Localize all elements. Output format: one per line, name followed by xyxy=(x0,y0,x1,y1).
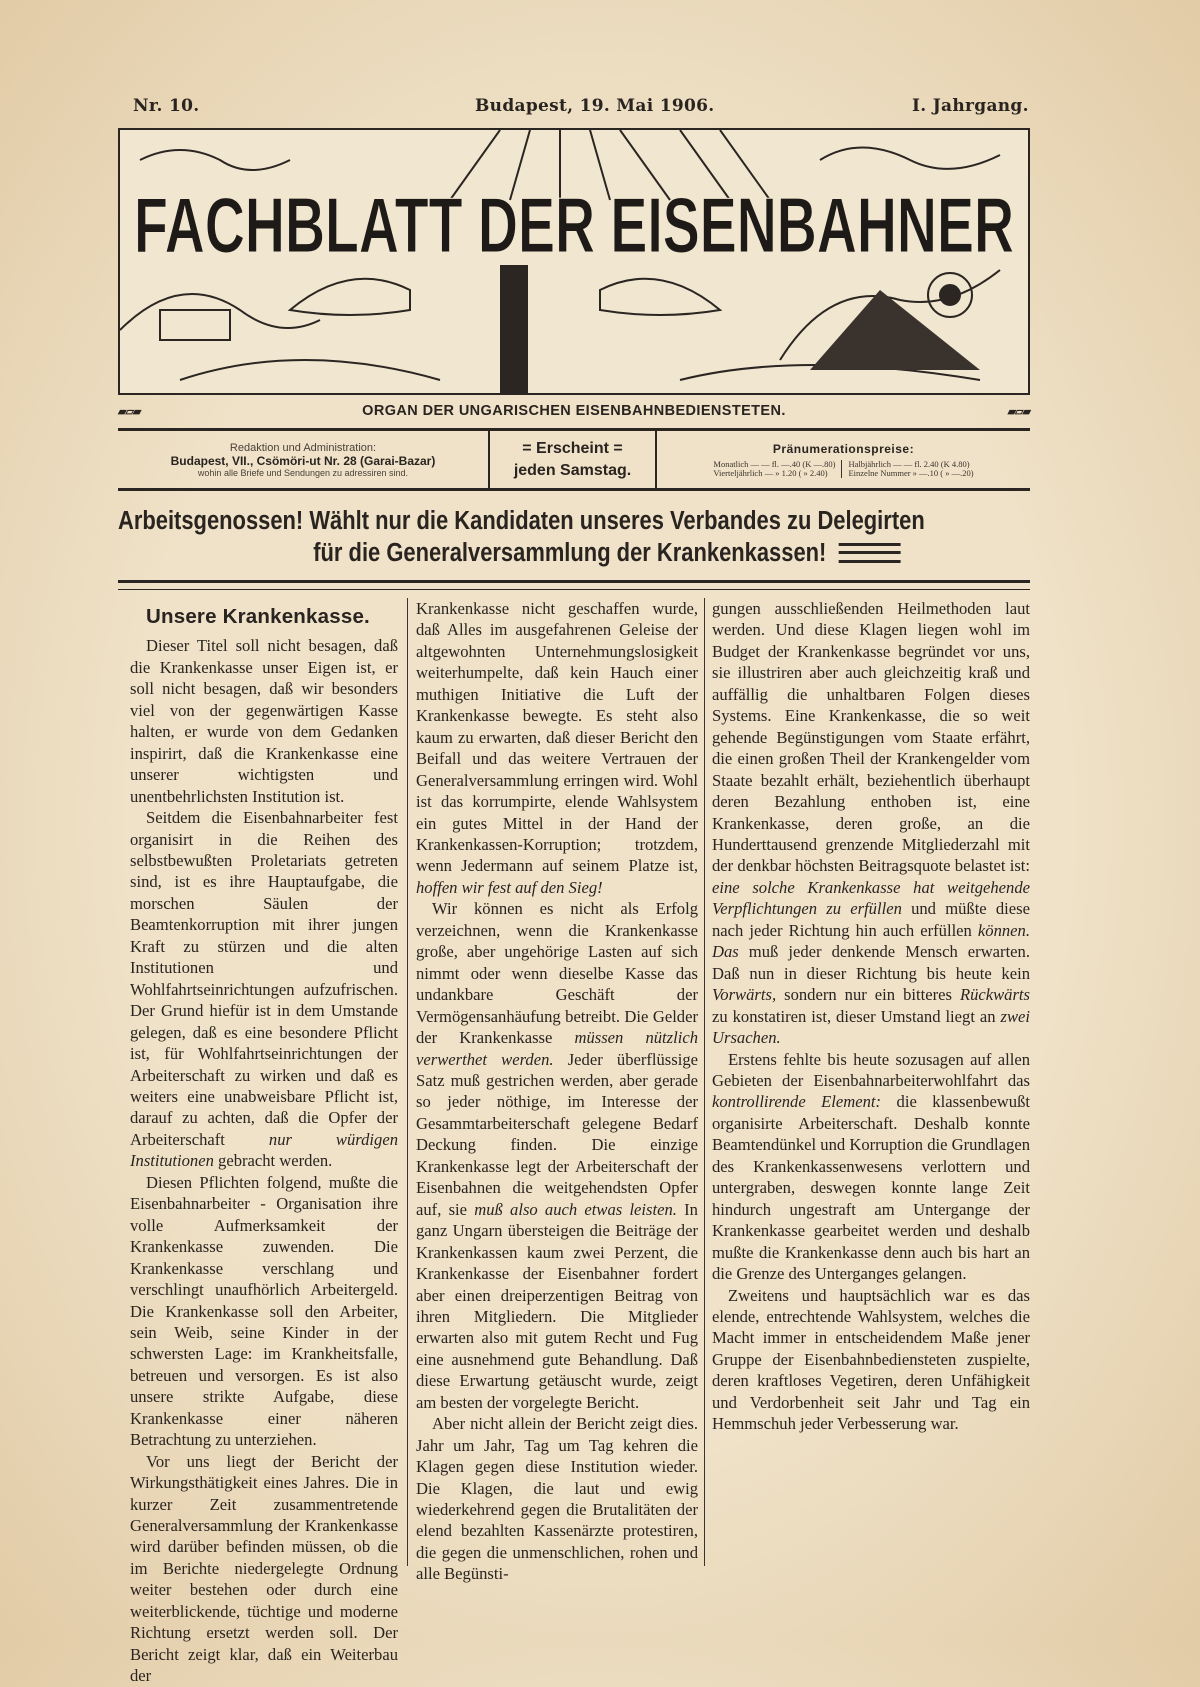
text-run: Wir können es nicht als Erfolg verzeichnen, wenn die Krankenkasse große, aber ungehörige Lasten auf sich nimmt oder wenn dieselbe Kasse das undankbare Geschäft der Vermögensanhäufung betreibt. Die Gelder der Krankenkasse xyxy=(416,899,698,1048)
issue-volume: I. Jahrgang. xyxy=(912,96,1029,116)
headline-line-2: für die Generalversammlung der Krankenkassen! xyxy=(313,539,827,567)
double-rule xyxy=(118,580,1030,590)
headline xyxy=(118,505,1030,569)
article-paragraph xyxy=(416,898,698,1413)
emphasis-text: müssen nützlich verwerthet werden. xyxy=(416,1028,698,1069)
redaktion-label: Redaktion und Administration: xyxy=(229,441,377,454)
article-paragraph xyxy=(130,1451,398,1687)
article-column-3 xyxy=(712,598,1030,1435)
ornament-icon: ▰▱▰ xyxy=(118,405,141,418)
emphasis-text: zwei Ursachen. xyxy=(712,1006,1030,1048)
text-run: und müßte diese nach jeder Richtung hin auch erfüllen xyxy=(712,899,1030,940)
info-box xyxy=(118,428,1030,491)
text-run: Krankenkasse nicht geschaffen wurde, daß Alles im ausgefahrenen Geleise der altgewohnten Unternehmungslosigkeit weiterhumpelte, daß kein Hauch einer muthigen Initiative die Luft der Krankenkasse bewegte. Es steht also kaum zu erwarten, daß dieser Bericht den Beifall und das weitere Vertrauen der Generalversammlung erringen wird. Wohl ist das korrumpirte, elende Wahlsystem ein gutes Mittel in der Hand der Krankenkassen-Korruption; trotzdem, wenn Jedermann auf seinem Platze ist, xyxy=(416,599,698,876)
emphasis-text: muß also auch etwas leisten. xyxy=(474,1199,677,1219)
text-run: zu konstatiren ist, dieser Umstand liegt an xyxy=(712,1006,1001,1026)
issue-date: Budapest, 19. Mai 1906. xyxy=(475,96,715,116)
article-column-2 xyxy=(416,598,698,1585)
article-title: Unsere Krankenkasse. xyxy=(146,605,370,628)
organ-line xyxy=(118,400,1030,422)
column-divider xyxy=(704,598,705,1566)
price-monthly: Monatlich — — fl. —.40 (K —.80) xyxy=(713,458,836,469)
text-run: muß jeder denkende Mensch erwarten. Daß nun in dieser Richtung bis heute kein xyxy=(712,942,1030,983)
ornament-icon: ▰▱▰ xyxy=(1007,405,1030,418)
subscription-prices xyxy=(657,431,1030,488)
article-paragraph xyxy=(712,1049,1030,1285)
erscheint-label: = Erscheint = xyxy=(522,439,623,457)
article-paragraph xyxy=(712,1285,1030,1435)
text-run: Dieser Titel soll nicht besagen, daß die Krankenkasse unser Eigen ist, er soll nicht besagen, daß wir besonders viel von der gegenwärtigen Kasse halten, er wurde von dem Gedanken inspirirt, daß die Krankenkasse eine unserer wichtigsten und unentbehrlichsten Institution ist. xyxy=(130,636,398,806)
article-column-1 xyxy=(130,598,398,1687)
text-run: Jeder überflüssige Satz muß gestrichen werden, aber gerade so jeder nöthige, im Interesse der Gesammtarbeiterschaft gelegene Bedarf Deckung finden. Die einzige Krankenkasse legt der Arbeiterschaft der Eisenbahnen die weitgehendsten Opfer auf, sie xyxy=(416,1049,698,1219)
emphasis-text: Vorwärts, xyxy=(712,985,777,1005)
price-quarterly: Vierteljährlich — » 1.20 ( » 2.40) xyxy=(713,467,828,478)
article-paragraph xyxy=(130,635,398,807)
issue-number: Nr. 10. xyxy=(133,96,200,116)
redaktion-note: wohin alle Briefe und Sendungen zu adressiren sind. xyxy=(197,467,409,478)
text-run: Erstens fehlte bis heute sozusagen auf allen Gebieten der Eisenbahnarbeiterwohlfahrt das xyxy=(712,1049,1030,1090)
masthead-illustration xyxy=(118,128,1030,395)
text-run: Seitdem die Eisenbahnarbeiter fest organisirt in die Reihen des selbstbewußten Proletariats getreten sind, ist es ihre Hauptaufgabe, die morschen Säulen der Beamtenkorruption mit ihrer jungen Kraft zu stürzen und die alten Institutionen und Wohlfahrtseinrichtungen aufzufrischen. Der Grund hiefür ist in dem Umstande gelegen, daß es eine besondere Pflicht ist, für Wohlfahrtseinrichtungen der Arbeiterschaft zu wirken und daß es weiters eine unabweisbare Pflicht ist, darauf zu achten, daß die Opfer der Arbeiterschaft xyxy=(130,808,398,1149)
erscheint-value: jeden Samstag. xyxy=(513,461,632,479)
text-run: die klassenbewußt organisirte Arbeiterschaft. Deshalb konnte Beamtendünkel und Korruption die Grundlagen des Krankenkassenwesens verlottern und untergraben, deswegen konnte lange Zeit hindurch ungestraft am Untergange der Krankenkasse gearbeitet werden und deshalb mußte die Krankenkasse denn auch bis hart an die Grenze des Unterganges gelangen. xyxy=(712,1092,1030,1284)
text-run: Zweitens und hauptsächlich war es das elende, entrechtende Wahlsystem, welches die Macht immer in entscheidendem Maße jener Gruppe der Eisenbahnbediensteten zuspielte, deren kraftloses Vegetiren, deren Unfähigkeit und Verdorbenheit seit Jahr und Tag ein Hemmschuh jeder Verbesserung war. xyxy=(712,1285,1030,1434)
organ-subtitle: ORGAN DER UNGARISCHEN EISENBAHNBEDIENSTETEN. xyxy=(362,403,786,419)
text-run: In ganz Ungarn übersteigen die Beiträge der Krankenkassen kaum zwei Perzent, die Krankenkasse der Eisenbahner fordert aber einen dreiperzentigen Beitrag von ihren Mitgliedern. Die Mitglieder erwarten also mit gutem Recht und Fug eine ausnehmend gute Behandlung. Daß diese Erwartung getäuscht wurde, zeigt am besten der vorgelegte Bericht. xyxy=(416,1199,698,1412)
column-divider xyxy=(407,598,408,1566)
emphasis-text: können. Das xyxy=(712,920,1030,962)
redaktion-address: Budapest, VII., Csömöri-ut Nr. 28 (Garai-Bazar) xyxy=(170,453,436,468)
article-paragraph xyxy=(416,598,698,898)
article-paragraph xyxy=(130,807,398,1172)
emphasis-text: nur würdigen Institutionen xyxy=(130,1129,398,1171)
emphasis-text: kontrollirende Element: xyxy=(712,1092,882,1112)
masthead-artwork xyxy=(120,130,1028,393)
article-paragraph xyxy=(416,1413,698,1585)
text-run: Diesen Pflichten folgend, mußte die Eisenbahnarbeiter - Organisation ihre volle Aufmerksamkeit der Krankenkasse zuwenden. Die Krankenkasse verschlang und verschlingt unaufhörlich Arbeitergeld. Die Krankenkasse soll den Arbeiter, sein Weib, seine Kinder in der schwersten Lage: im Krankheitsfalle, betreuen und versorgen. Es ist also unsere strikte Aufgabe, diese Krankenkasse einer näheren Betrachtung zu unterziehen. xyxy=(130,1172,398,1450)
text-run: sondern nur ein bitteres xyxy=(776,985,960,1005)
prices-title: Pränumerationspreise: xyxy=(772,441,915,456)
price-single: Einzelne Nummer » —.10 ( » —.20) xyxy=(848,467,974,478)
text-run: Aber nicht allein der Bericht zeigt dies. Jahr um Jahr, Tag um Tag kehren die Klagen gegen diese Institution wieder. Die Klagen, die laut und ewig wiederkehrend gegen die Brutalitäten der elend bezahlten Kassenärzte protestiren, die gegen die unmenschlichen, rohen und alle Begünsti- xyxy=(416,1414,698,1584)
text-run: gebracht werden. xyxy=(213,1151,333,1171)
masthead-title-logo xyxy=(134,181,1014,269)
text-run: gungen ausschließenden Heilmethoden laut werden. Und diese Klagen liegen wohl im Budget der Krankenkasse begründet vor uns, sie illustriren aber auch gleichzeitig kraß und auffällig die unhaltbaren Folgen dieses Systems. Eine Krankenkasse, die so weit gehende Begünstigungen vom Staate erfährt, die einen großen Theil der Krankengelder vom Staate bezahlt erhält, beziehentlich überhaupt deren Bezahlung enthoben ist, eine Krankenkasse, deren große, an die Hunderttausend grenzende Mitgliederzahl mit der denkbar höchsten Beitragsquote belastet ist: xyxy=(712,599,1030,876)
headline-line-1: Arbeitsgenossen! Wählt nur die Kandidaten unseres Verbandes zu Delegirten xyxy=(118,507,925,535)
emphasis-text: Rückwärts xyxy=(959,985,1030,1005)
emphasis-text: hoffen wir fest auf den Sieg! xyxy=(416,877,603,897)
text-run: Vor uns liegt der Bericht der Wirkungsthätigkeit eines Jahres. Die in kurzer Zeit zusammentretende Generalversammlung der Krankenkasse wird darüber befinden müssen, ob die im Berichte niedergelegte Ordnung weiter bestehen oder durch eine weiterblickende, tüchtige und moderne Richtung ersetzt werden soll. Der Bericht zeigt klar, daß ein Weiterbau der xyxy=(130,1451,398,1686)
article-paragraph xyxy=(130,1172,398,1451)
article-paragraph xyxy=(712,598,1030,1049)
svg-text:FACHBLATT DER EISENBAHNER: FACHBLATT DER EISENBAHNER xyxy=(134,181,1014,269)
editorial-address xyxy=(118,431,490,488)
emphasis-text: eine solche Krankenkasse hat weitgehende Verpflichtungen zu erfüllen xyxy=(712,877,1030,919)
price-halfyear: Halbjährlich — — fl. 2.40 (K 4.80) xyxy=(848,458,970,469)
publication-schedule xyxy=(490,431,657,488)
triple-rule-ornament xyxy=(838,543,900,563)
